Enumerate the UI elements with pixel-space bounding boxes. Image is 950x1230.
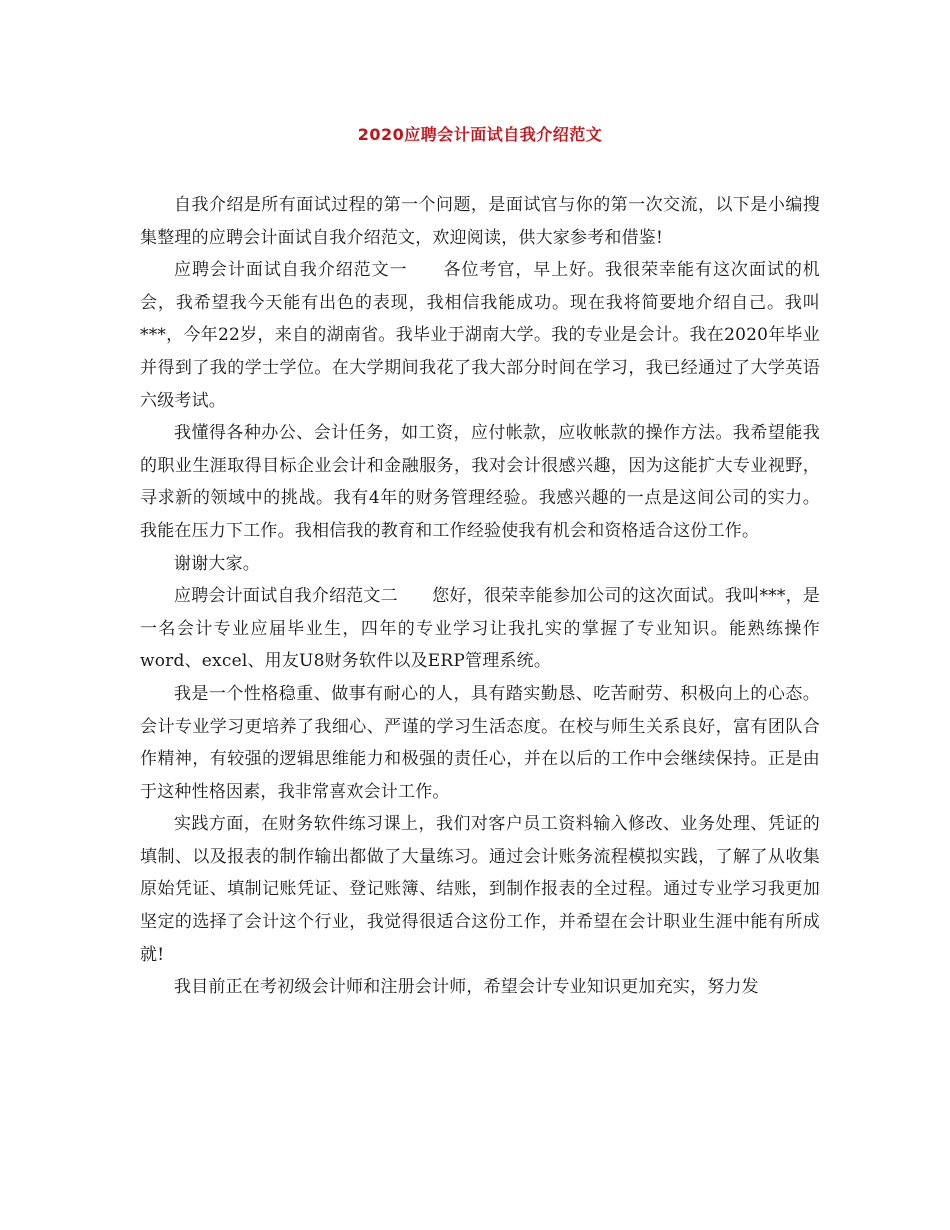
paragraph-intro: 自我介绍是所有面试过程的第一个问题，是面试官与你的第一次交流，以下是小编搜集整理的应聘会计面试自我介绍范文，欢迎阅读，供大家参考和借鉴! [140, 195, 820, 248]
paragraph-thanks: 谢谢大家。 [174, 553, 260, 574]
document-body [140, 189, 820, 1004]
paragraph-skills: 我懂得各种办公、会计任务，如工资，应付帐款，应收帐款的操作方法。我希望能我的职业生涯取得目标企业会计和金融服务，我对会计很感兴趣，因为这能扩大专业视野，寻求新的领域中的挑战。我有4年的财务管理经验。我感兴趣的一点是这间公司的实力。我能在压力下工作。我相信我的教育和工作经验使我有机会和资格适合这份工作。 [140, 423, 820, 541]
paragraph-sample-two: 应聘会计面试自我介绍范文二 您好，很荣幸能参加公司的这次面试。我叫***，是一名会计专业应届毕业生，四年的专业学习让我扎实的掌握了专业知识。能熟练操作word、excel、用友U8财务软件以及ERP管理系统。 [140, 586, 820, 672]
paragraph-current-study: 我目前正在考初级会计师和注册会计师，希望会计专业知识更加充实，努力发 [174, 977, 759, 998]
document-title: 2020应聘会计面试自我介绍范文 [357, 125, 603, 144]
paragraph-sample-one: 应聘会计面试自我介绍范文一 各位考官，早上好。我很荣幸能有这次面试的机会，我希望我今天能有出色的表现，我相信我能成功。现在我将简要地介绍自己。我叫***，今年22岁，来自的湖南省。我毕业于湖南大学。我的专业是会计。我在2020年毕业并得到了我的学士学位。在大学期间我花了我大部分时间在学习，我已经通过了大学英语六级考试。 [140, 260, 820, 411]
paragraph-personality: 我是一个性格稳重、做事有耐心的人，具有踏实勤恳、吃苦耐劳、积极向上的心态。会计专业学习更培养了我细心、严谨的学习生活态度。在校与师生关系良好，富有团队合作精神，有较强的逻辑思维能力和极强的责任心，并在以后的工作中会继续保持。正是由于这种性格因素，我非常喜欢会计工作。 [140, 683, 820, 802]
paragraph-practice: 实践方面，在财务软件练习课上，我们对客户员工资料输入修改、业务处理、凭证的填制、以及报表的制作输出都做了大量练习。通过会计账务流程模拟实践，了解了从收集原始凭证、填制记账凭证、登记账簿、结账，到制作报表的全过程。通过专业学习我更加坚定的选择了会计这个行业，我觉得很适合这份工作，并希望在会计职业生涯中能有所成就! [140, 814, 820, 965]
